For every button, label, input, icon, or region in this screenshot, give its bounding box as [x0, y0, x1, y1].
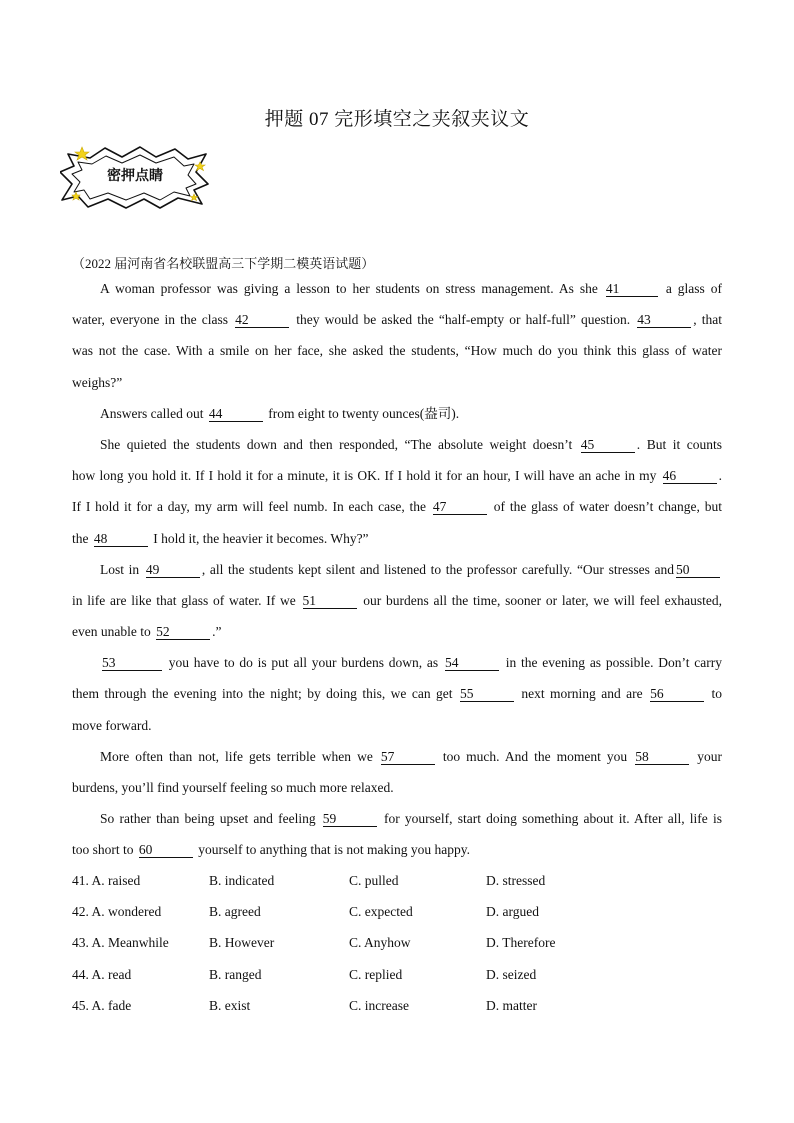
passage-text: She quieted the students down and then responded, “The absolute weight doesn’t	[100, 436, 579, 452]
blank-44[interactable]: 44	[209, 407, 263, 422]
blank-51[interactable]: 51	[303, 594, 357, 609]
passage-text: too short to	[72, 842, 137, 858]
blank-49[interactable]: 49	[146, 563, 200, 578]
option-choice[interactable]: 43. A. Meanwhile	[72, 935, 169, 951]
blank-60[interactable]: 60	[139, 843, 193, 858]
option-choice[interactable]: C. pulled	[349, 873, 399, 888]
passage-line	[72, 685, 722, 716]
blank-56[interactable]: 56	[650, 687, 704, 702]
passage-line	[72, 779, 722, 810]
passage-text: how long you hold it. If I hold it for a minute, it is OK. If I hold it for an hour, I will have an ache in my	[72, 468, 661, 484]
option-choice[interactable]: B. exist	[209, 997, 251, 1013]
blank-55[interactable]: 55	[460, 687, 514, 702]
passage-text: Answers called out	[100, 405, 207, 421]
passage-text: next morning and are	[515, 686, 649, 702]
passage-text: yourself to anything that is not making you happy.	[194, 842, 470, 858]
passage-text: . But it counts	[636, 436, 722, 452]
passage-text: your	[691, 748, 722, 764]
source-note: （2022 届河南省名校联盟高三下学期二模英语试题）	[72, 256, 375, 271]
passage-text: for yourself, start doing something about it. After all, life is	[378, 811, 722, 827]
passage-text: move forward.	[72, 717, 152, 733]
passage-text: them through the evening into the night; by doing this, we can get	[72, 686, 458, 702]
option-choice[interactable]: B. However	[209, 935, 275, 951]
passage-text: So rather than being upset and feeling	[100, 811, 321, 827]
passage-text: was not the case. With a smile on her face, she asked the students, “How much do you think this glass of water	[72, 343, 722, 359]
blank-57[interactable]: 57	[381, 750, 435, 765]
passage-text: .”	[212, 624, 222, 640]
passage-line	[72, 810, 722, 841]
blank-53[interactable]: 53	[102, 656, 162, 671]
option-row	[72, 966, 722, 997]
passage-text: our burdens all the time, sooner or later, we will feel exhausted,	[358, 592, 722, 608]
section-badge	[60, 144, 210, 210]
option-choice[interactable]: C. expected	[349, 904, 413, 920]
page-title: 押题 07 完形填空之夹叙夹议文	[264, 109, 530, 130]
option-choice[interactable]: D. argued	[486, 904, 539, 920]
passage-line	[72, 592, 722, 623]
passage-text: of the glass of water doesn’t change, but	[488, 499, 722, 515]
option-choice[interactable]: D. stressed	[486, 873, 546, 888]
option-row	[72, 934, 722, 965]
option-choice[interactable]: 44. A. read	[72, 966, 132, 982]
passage-text: too much. And the moment you	[436, 748, 634, 764]
passage-line	[72, 498, 722, 529]
passage-line	[72, 342, 722, 373]
passage-line	[72, 467, 722, 498]
passage-text: I hold it, the heavier it becomes. Why?”	[149, 530, 369, 546]
passage-line	[72, 374, 722, 405]
option-row	[72, 903, 722, 934]
passage-text: you have to do is put all your burdens down, as	[164, 655, 443, 671]
passage-line	[72, 654, 722, 685]
option-choice[interactable]: C. Anyhow	[349, 935, 411, 951]
passage-text: Lost in	[100, 561, 144, 577]
option-choice[interactable]: D. seized	[486, 966, 537, 982]
answer-options	[72, 872, 722, 1028]
blank-42[interactable]: 42	[235, 313, 289, 328]
blank-54[interactable]: 54	[445, 656, 499, 671]
passage-line	[72, 405, 722, 436]
option-choice[interactable]: B. indicated	[209, 873, 275, 888]
passage-text: they would be asked the “half-empty or half-full” question.	[291, 312, 636, 328]
option-choice[interactable]: 45. A. fade	[72, 997, 132, 1013]
blank-59[interactable]: 59	[323, 812, 377, 827]
passage-line	[72, 717, 722, 748]
passage-line	[72, 311, 722, 342]
blank-45[interactable]: 45	[581, 438, 635, 453]
blank-43[interactable]: 43	[637, 313, 691, 328]
option-choice[interactable]: D. matter	[486, 997, 537, 1013]
blank-46[interactable]: 46	[663, 469, 717, 484]
blank-47[interactable]: 47	[433, 500, 487, 515]
passage-text: burdens, you’ll find yourself feeling so much more relaxed.	[72, 780, 394, 795]
passage-text: More often than not, life gets terrible when we	[100, 748, 379, 764]
passage-text: water, everyone in the class	[72, 312, 234, 328]
option-row	[72, 872, 722, 903]
passage-text: from eight to twenty ounces(盎司).	[264, 405, 460, 421]
blank-52[interactable]: 52	[156, 625, 210, 640]
passage-line	[72, 841, 722, 872]
option-choice[interactable]: C. replied	[349, 966, 403, 982]
passage-text: even unable to	[72, 624, 155, 640]
option-row	[72, 997, 722, 1028]
passage-line	[72, 436, 722, 467]
passage-text: If I hold it for a day, my arm will feel numb. In each case, the	[72, 499, 431, 515]
passage-text: , that	[693, 312, 722, 328]
option-choice[interactable]: B. ranged	[209, 966, 262, 982]
passage-text: , all the students kept silent and listened to the professor carefully. “Our stresses and	[201, 561, 674, 577]
blank-41[interactable]: 41	[606, 282, 658, 297]
option-choice[interactable]: D. Therefore	[486, 935, 556, 951]
option-choice[interactable]: C. increase	[349, 997, 409, 1013]
passage-line	[72, 280, 722, 311]
option-choice[interactable]: B. agreed	[209, 904, 261, 920]
passage-text: a glass of	[659, 281, 722, 296]
option-choice[interactable]: 41. A. raised	[72, 873, 141, 888]
passage-line	[72, 530, 722, 561]
passage-line	[72, 748, 722, 779]
option-choice[interactable]: 42. A. wondered	[72, 904, 162, 920]
passage-text: .	[718, 468, 722, 484]
passage-text: the	[72, 530, 92, 546]
blank-50[interactable]: 50	[676, 563, 720, 578]
passage-line	[72, 623, 722, 654]
cloze-passage	[72, 280, 722, 873]
passage-text: weighs?”	[72, 374, 123, 390]
passage-line	[72, 561, 722, 592]
passage-text: in the evening as possible. Don’t carry	[500, 655, 723, 671]
passage-text: in life are like that glass of water. If we	[72, 592, 301, 608]
badge-label: 密押点睛	[107, 168, 163, 184]
passage-text: A woman professor was giving a lesson to her students on stress management. As she	[100, 281, 604, 296]
passage-text: to	[706, 686, 722, 702]
blank-48[interactable]: 48	[94, 532, 148, 547]
blank-58[interactable]: 58	[635, 750, 689, 765]
